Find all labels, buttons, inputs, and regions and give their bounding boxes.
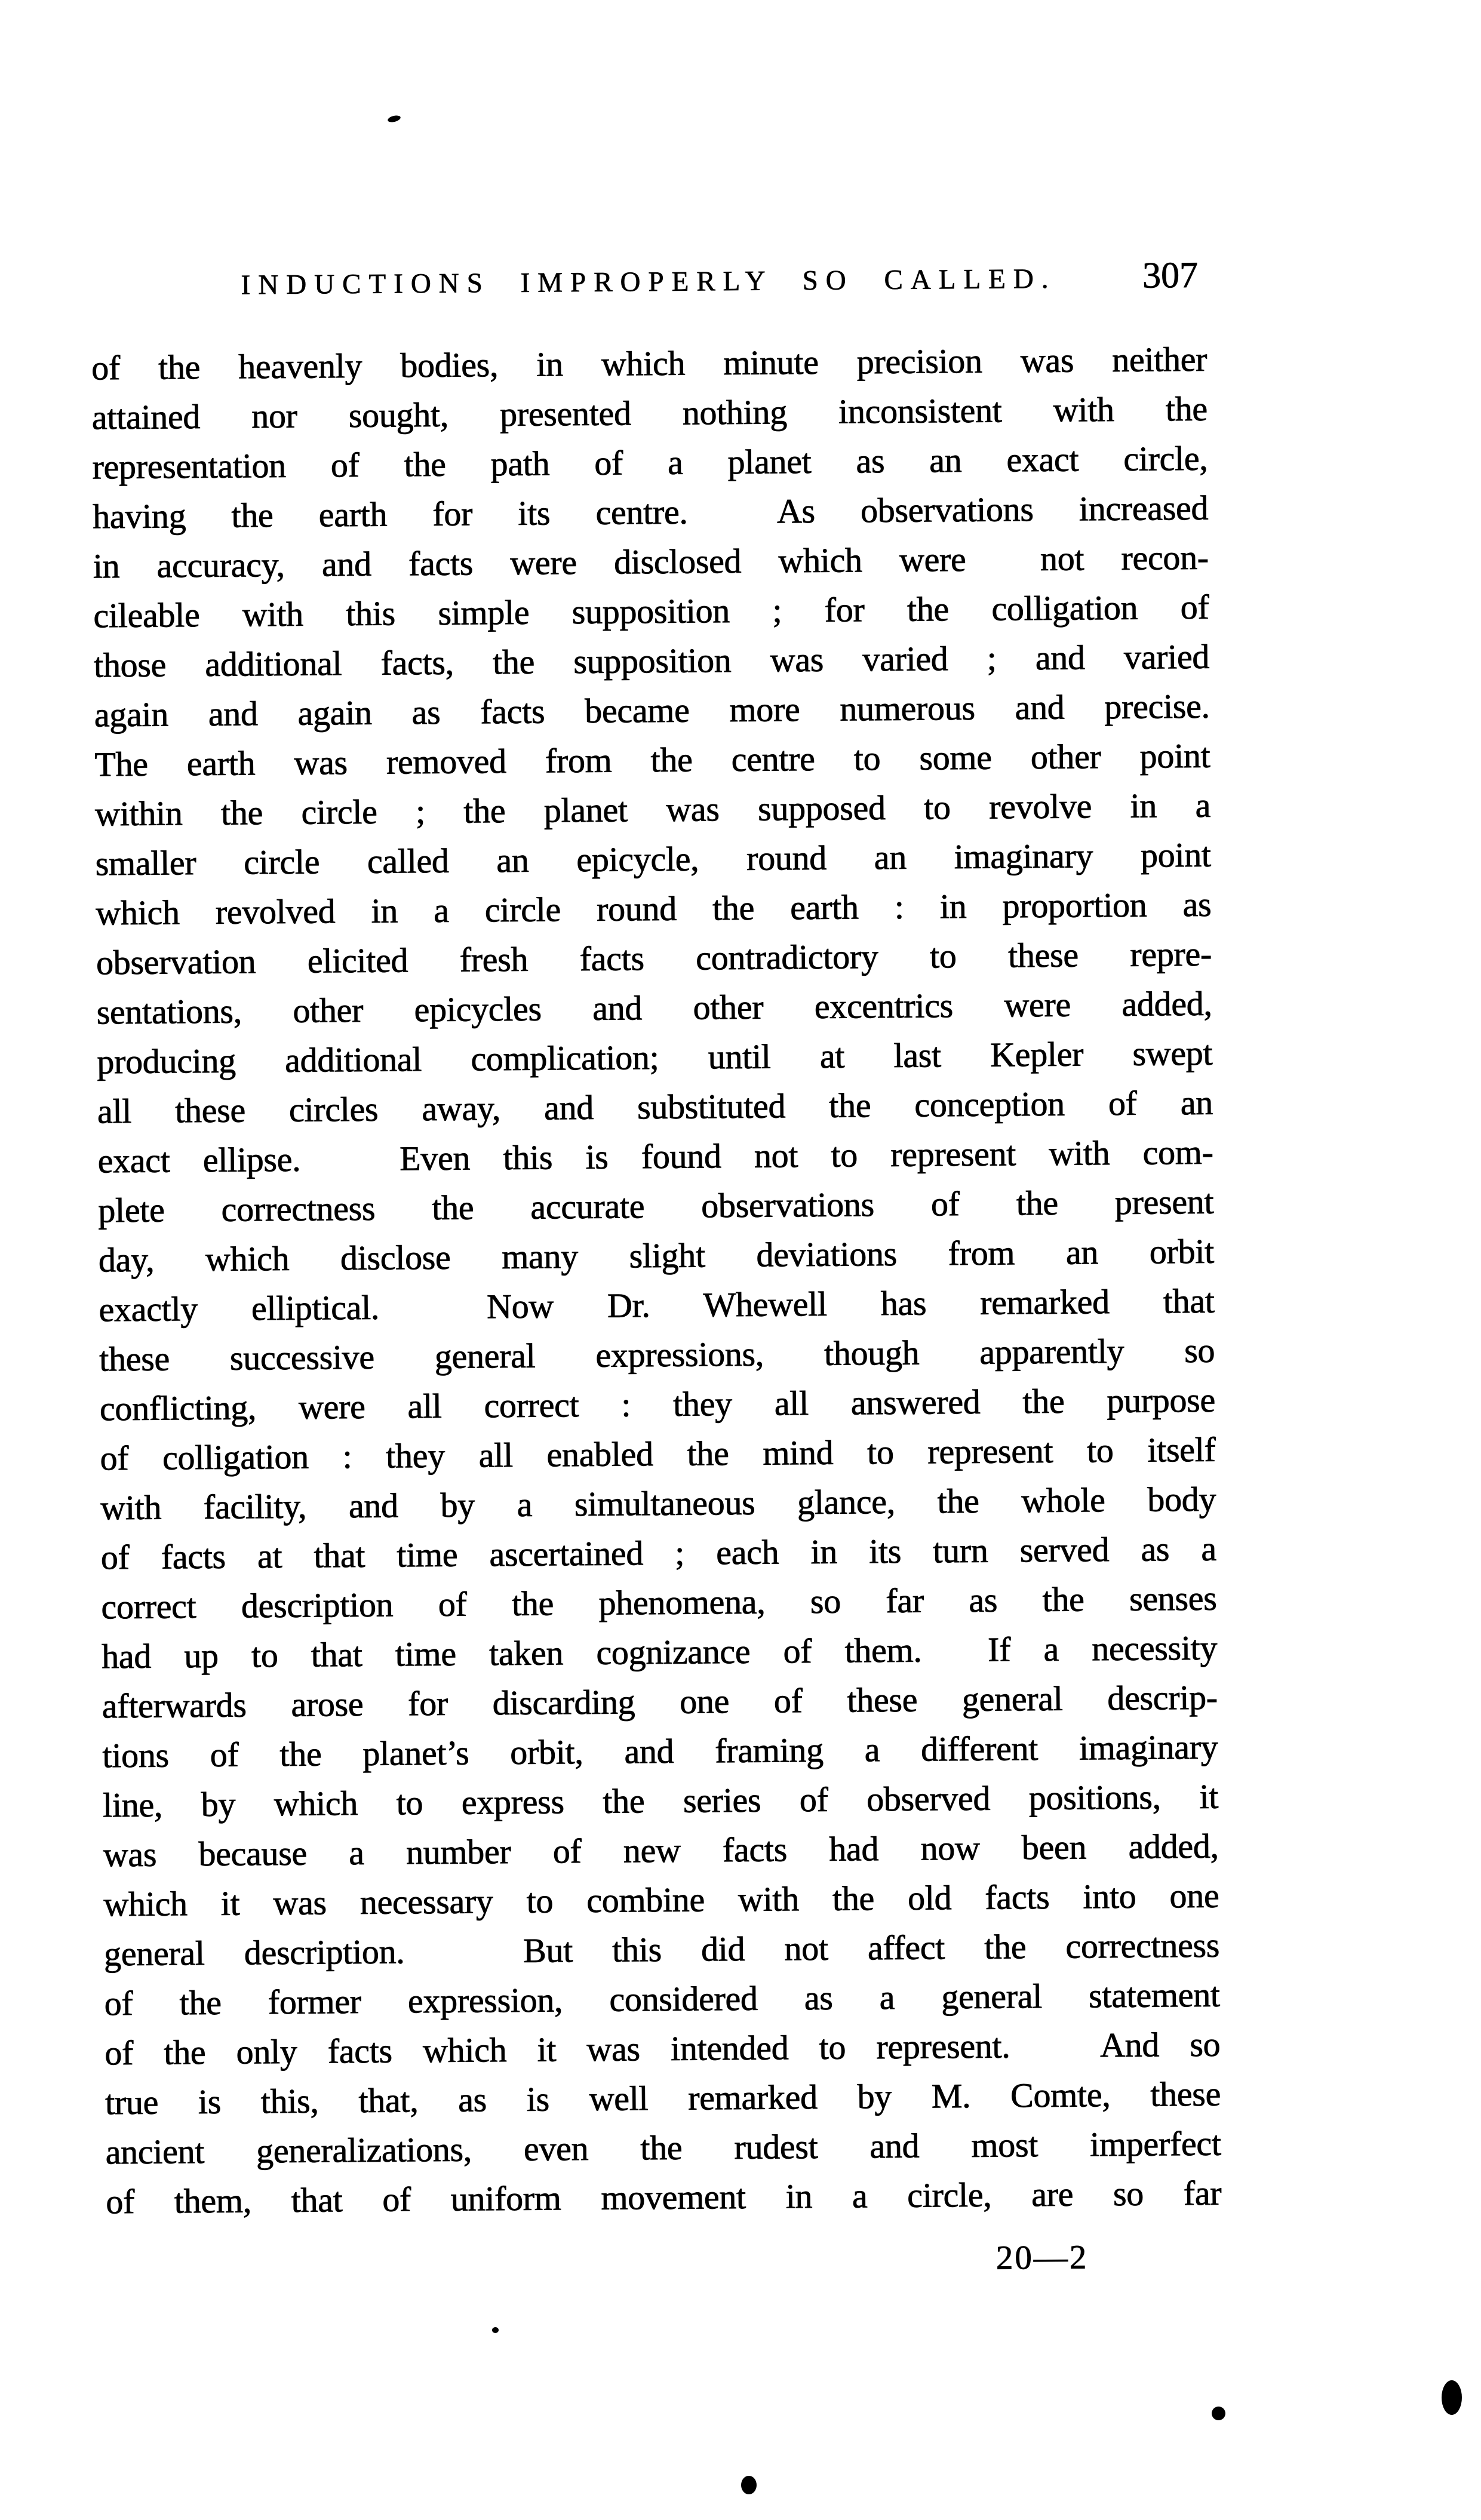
text-line: The earth was removed from the centre to some other point xyxy=(94,736,1210,784)
text-line: representation of the path of a planet as an exact circle, xyxy=(92,438,1208,487)
text-line: had up to that time taken cognizance of them. If a necessity xyxy=(101,1628,1218,1676)
text-line: of the only facts which it was intended to represent. And so xyxy=(105,2024,1221,2073)
text-line: having the earth for its centre. As observations increased xyxy=(92,488,1209,536)
text-line: with facility, and by a simultaneous glance, the whole body xyxy=(100,1479,1216,1528)
text-line: again and again as facts became more numerous and precise. xyxy=(94,686,1210,735)
text-line: observation elicited fresh facts contradictory to these repre- xyxy=(96,934,1212,982)
text-line: was because a number of new facts had now been added, xyxy=(103,1826,1219,1874)
text-line: of them, that of uniform movement in a circle, are so far xyxy=(106,2173,1222,2221)
text-line: of the heavenly bodies, in which minute precision was neither xyxy=(91,339,1207,388)
text-line: exactly elliptical. Now Dr. Whewell has remarked that xyxy=(99,1281,1215,1329)
ink-speck xyxy=(492,2327,499,2333)
ink-speck xyxy=(1442,2380,1462,2415)
text-line: of colligation : they all enabled the mind to represent to itself xyxy=(100,1430,1216,1478)
text-line: day, which disclose many slight deviations from an orbit xyxy=(98,1231,1215,1280)
text-line: attained nor sought, presented nothing inconsistent with the xyxy=(91,389,1208,437)
text-line: exact ellipse. Even this is found not to represent with com- xyxy=(97,1132,1213,1181)
text-line: of the former expression, considered as a general statement xyxy=(104,1975,1220,2023)
text-line: in accuracy, and facts were disclosed which were not recon- xyxy=(93,537,1209,586)
text-line: tions of the planet’s orbit, and framing a different imaginary xyxy=(102,1727,1218,1775)
ink-speck xyxy=(387,114,401,123)
text-line: all these circles away, and substituted the conception of an xyxy=(97,1083,1213,1131)
text-line: afterwards arose for discarding one of these general descrip- xyxy=(102,1677,1218,1726)
text-line: true is this, that, as is well remarked by M. Comte, these xyxy=(105,2074,1221,2122)
text-line: general description. But this did not affect the correctness xyxy=(103,1925,1220,1974)
running-title: INDUCTIONS IMPROPERLY SO CALLED. xyxy=(241,263,1056,301)
text-line: sentations, other epicycles and other excentrics were added, xyxy=(96,984,1212,1032)
page-number: 307 xyxy=(1142,254,1199,296)
text-line: smaller circle called an epicycle, round an imaginary point xyxy=(95,835,1211,883)
ink-speck xyxy=(1212,2407,1225,2420)
text-line: these successive general expressions, though apparently so xyxy=(99,1330,1215,1379)
text-line: producing additional complication; until at last Kepler swept xyxy=(97,1033,1213,1081)
text-line: within the circle ; the planet was supposed to revolve in a xyxy=(94,785,1211,834)
text-line: plete correctness the accurate observations of the present xyxy=(98,1182,1214,1230)
text-line: of facts at that time ascertained ; each in its turn served as a xyxy=(100,1529,1217,1577)
text-line: which it was necessary to combine with the old facts into one xyxy=(103,1876,1219,1924)
text-line: which revolved in a circle round the earth : in proportion as xyxy=(96,884,1212,933)
text-line: correct description of the phenomena, so far as the senses xyxy=(101,1578,1217,1627)
ink-speck xyxy=(741,2476,757,2494)
text-line: line, by which to express the series of observed positions, it xyxy=(102,1777,1219,1825)
text-line: conflicting, were all correct : they all answered the purpose xyxy=(99,1380,1216,1428)
text-line: ancient generalizations, even the rudest and most imperfect xyxy=(105,2123,1221,2172)
text-line: cileable with this simple supposition ; for the colligation of xyxy=(93,587,1209,635)
signature-mark: 20—2 xyxy=(995,2238,1089,2277)
text-line: those additional facts, the supposition was varied ; and varied xyxy=(93,637,1210,685)
